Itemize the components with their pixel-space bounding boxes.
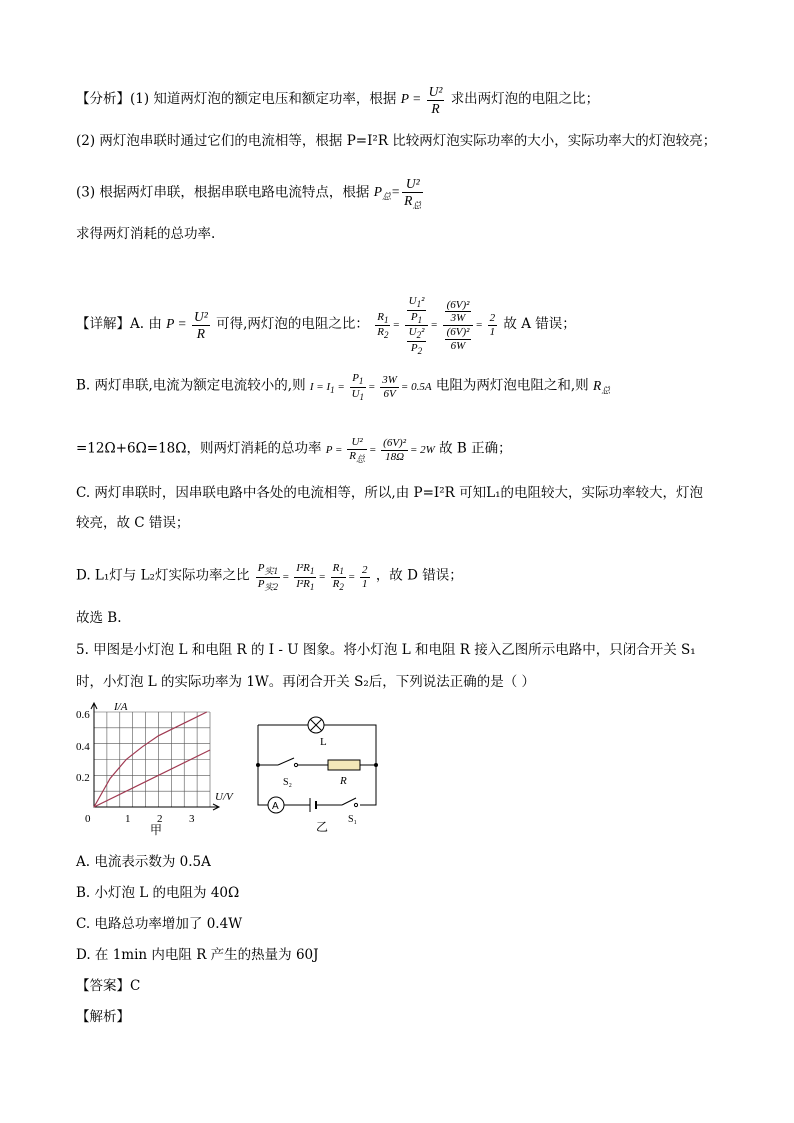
series-resistor-line [94,750,210,807]
lamp-symbol [308,717,324,733]
detail-d-line [76,562,463,592]
analysis-line-3 [76,176,425,211]
answer-label: 【答案】 [76,978,130,994]
ammeter-label: A [272,801,279,812]
question-line-2: 时，小灯泡 L 的实际功率为 1W。再闭合开关 S₂后，下列说法正确的是（ ） [76,674,536,690]
detail-b-mid: 电阻为两灯泡电阻之和,则 [435,377,589,394]
xtick-0: 0 [85,813,91,825]
graph-grid [94,712,210,807]
option-a: A. 电流表示数为 0.5A [76,854,211,870]
question-line-1: 5. 甲图是小灯泡 L 和电阻 R 的 I - U 图象。将小灯泡 L 和电阻 R 接入乙图所示电路中，只闭合开关 S₁ [76,642,696,658]
detail-b2-line [76,436,512,464]
resistor-symbol [328,760,360,770]
analysis-l1-suffix: 求出两灯泡的电阻之比； [450,91,600,108]
formula-current: $I = I_1$ = $\frac{P_1}{U_1}$ = $\frac{3W}{6V}$ = 0.5A [309,372,432,402]
detail-b2-prefix: =12Ω+6Ω=18Ω，则两灯消耗的总功率 [76,440,322,457]
detail-b-prefix: B. 两灯串联,电流为额定电流较小的,则 [76,377,306,394]
lamp-label: L [320,736,327,748]
resistor-label: R [340,775,347,787]
detail-a-prefix: A. 由 [130,316,162,333]
formula-p-u2-r-2: P = $\frac{\text{U²}}{R}$ [166,308,208,341]
graph-axes [91,703,219,810]
answer-line [76,974,140,994]
detail-conclusion: 故选 B. [76,610,122,626]
analysis-l1-prefix: (1) 知道两灯泡的额定电压和额定功率，根据 [130,91,397,108]
option-c: C. 电路总功率增加了 0.4W [76,916,243,932]
detail-b2-suffix: 故 B 正确； [439,440,512,457]
figure-jia-caption: 甲 [150,823,163,837]
switch2-label: S₂ [283,777,293,788]
analysis-heading: 【解析】 [76,1009,130,1025]
xtick-1: 1 [125,813,131,825]
figure-yi-caption: 乙 [316,820,329,834]
analysis-l3-prefix: (3) 根据两灯串联，根据串联电路电流特点，根据 [76,184,370,201]
detail-c-line-1: C. 两灯串联时，因串联电路中各处的电流相等，所以,由 P=I²R 可知L₁的电阻较大，实际功率较大，灯泡 [76,485,703,501]
analysis-label: 【分析】 [76,91,130,108]
analysis-line-2: (2) 两灯泡串联时通过它们的电流相等，根据 P=I²R 比较两灯泡实际功率的大小，实际功率大的灯泡较亮； [76,133,717,149]
formula-total-power: P = $\frac{\text{U²}}{R_总}$ = $\frac{\text{(6V)²}}{18\Omega}$ = 2W [325,436,435,464]
graph-xlabel: U/V [215,791,233,803]
xtick-3: 3 [189,813,195,825]
figure-yi-circuit [250,705,390,835]
detail-a-line [76,295,576,356]
detail-a-mid: 可得,两灯泡的电阻之比： [216,316,369,333]
analysis-line-4: 求得两灯消耗的总功率. [76,226,216,242]
detail-b-line [76,372,610,402]
option-b: B. 小灯泡 L 的电阻为 40Ω [76,885,240,901]
ytick-0.4: 0.4 [76,741,90,753]
analysis-line-1 [76,84,599,116]
figure-jia-graph [70,700,240,840]
formula-ratio-r: $\frac{R_1}{R_2}$ = $\frac{\frac{U_1^2}{P_1}}{\frac{U_2^2}{P_2}}$ = $\frac{\frac{\text{(6V)²}}{3W}}{\frac{\text{(6V)²}}{6W}}$ = $\frac{2}{1}$ [377,295,496,356]
formula-ptotal: $P_总=$ $\frac{\text{U²}}{R_总}$ [373,176,422,211]
option-d: D. 在 1min 内电阻 R 产生的热量为 60J [76,947,319,963]
symbol-r-total: $R_总$ [592,377,611,396]
ytick-0.2: 0.2 [76,772,90,784]
detail-label: 【详解】 [76,316,130,333]
formula-p-u2-r: P = $\frac{\text{U²}}{R}$ [400,84,443,116]
detail-c-line-2: 较亮，故 C 错误； [76,515,190,531]
xtick-2: 2 [157,813,163,825]
detail-d-suffix: ，故 D 错误； [375,567,463,584]
detail-d-prefix: D. L₁灯与 L₂灯实际功率之比 [76,567,250,584]
detail-a-suffix: 故 A 错误； [503,316,576,333]
ytick-0.6: 0.6 [76,709,90,721]
switch1-label: S₁ [348,814,358,825]
answer-value: C [130,978,141,994]
graph-ylabel: I/A [114,701,128,713]
ammeter-symbol [268,797,284,813]
formula-power-ratio: $\frac{P_{实1}}{P_{实2}}$ = $\frac{I^2R_1}{I^2R_1}$ = $\frac{R_1}{R_2}$ = $\frac{2}{1}$ [257,562,368,592]
